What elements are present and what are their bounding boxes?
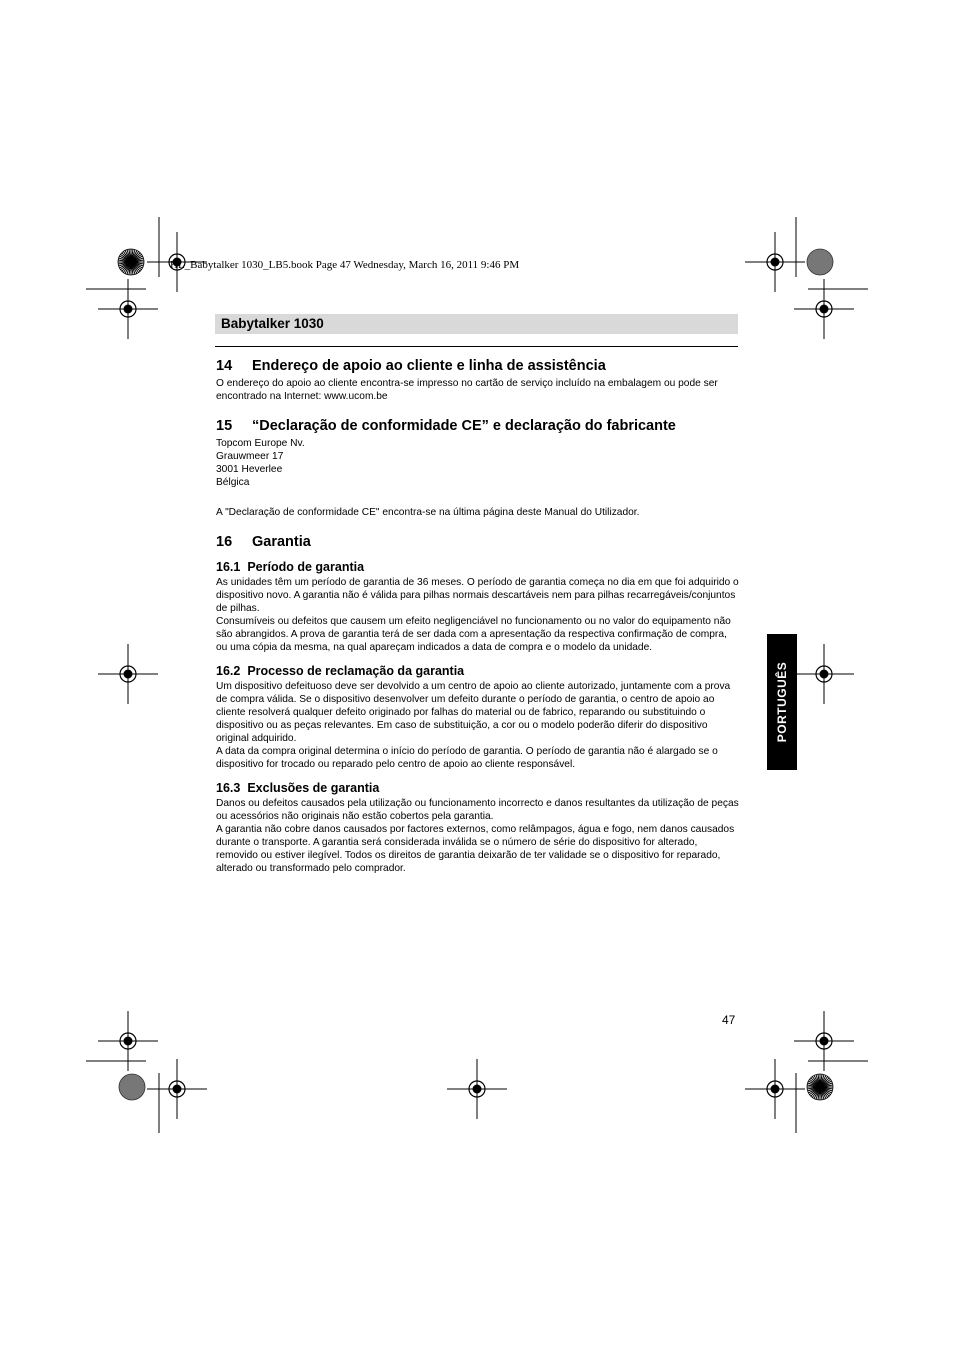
paragraph: Um dispositivo defeituoso deve ser devolvido a um centro de apoio ao cliente autorizado, juntamente com a prova de compra válida. Se o dispositivo desenvolver um defeito durante o período de garantia, o centro de apoio ao cliente resolverá qualquer defeito originado por falhas do material ou de fabrico, reparando ou substituindo o dispositivo ou as peças relevantes. Em caso de substituição, a cor ou o modelo poderão diferir do dispositivo original adquirido. xyxy=(216,681,731,744)
header-title: Babytalker 1030 xyxy=(221,316,324,331)
subsection-heading: 16.1 Período de garantia xyxy=(216,560,365,574)
language-tab xyxy=(767,634,797,770)
subsection-heading: 16.3 Exclusões de garantia xyxy=(216,781,380,795)
paragraph: A data da compra original determina o início do período de garantia. O período de garantia não é alargado se o dispositivo for trocado ou reparado pelo centro de apoio ao cliente responsável. xyxy=(216,746,718,770)
paragraph: As unidades têm um período de garantia de 36 meses. O período de garantia começa no dia em que foi adquirido o dispositivo novo. A garantia não é válida para pilhas normais descartáveis nem para pilhas recarregáveis/conjuntos de pilhas. xyxy=(216,577,739,614)
gray-density-mark xyxy=(807,249,833,275)
gray-density-mark xyxy=(119,1074,145,1100)
manufacturer-address: Topcom Europe Nv. Grauwmeer 17 3001 Heverlee Bélgica xyxy=(216,438,305,488)
section-body: O endereço do apoio ao cliente encontra-se impresso no cartão de serviço incluído na embalagem ou pode ser encontrado na Internet: www.ucom.be xyxy=(216,378,718,402)
header-rule xyxy=(215,346,738,347)
running-header xyxy=(215,314,738,334)
subsection-16-2 xyxy=(216,663,740,771)
paragraph: Danos ou defeitos causados pela utilização ou funcionamento incorrecto e danos resultantes da utilização de peças ou acessórios não originais não estão cobertos pela garantia. xyxy=(216,798,739,822)
print-info-line: HL_Babytalker 1030_LB5.book Page 47 Wednesday, March 16, 2011 9:46 PM xyxy=(170,259,520,271)
subsection-16-3 xyxy=(216,780,740,875)
section-heading: 15 “Declaração de conformidade CE” e declaração do fabricante xyxy=(216,418,676,434)
paragraph: Consumíveis ou defeitos que causem um efeito negligenciável no funcionamento ou no valor do equipamento não são abrangidos. A prova de garantia terá de ser dada com a apresentação da respectiva confirmação de compra, ou uma cópia da mesma, na qual apareçam indicados a data de compra e o modelo da unidade. xyxy=(216,616,731,653)
paragraph: A garantia não cobre danos causados por factores externos, como relâmpagos, água e fogo, nem danos causados durante o transporte. A garantia será considerada inválida se o número de série do dispositivo for alterado, removido ou estiver ilegível. Todos os direitos de garantia deixarão de ter validade se o dispositivo for reparado, alterado ou transformado pelo comprador. xyxy=(216,824,735,874)
section-body: A "Declaração de conformidade CE" encontra-se na última página deste Manual do Utilizador. xyxy=(216,507,640,518)
language-tab-label: PORTUGUÊS xyxy=(775,661,789,743)
section-heading: 14 Endereço de apoio ao cliente e linha de assistência xyxy=(216,358,606,374)
section-14 xyxy=(216,357,740,403)
subsection-16-1 xyxy=(216,559,740,654)
section-16 xyxy=(216,533,740,875)
section-15 xyxy=(216,417,740,519)
page-number: 47 xyxy=(722,1013,736,1027)
section-heading: 16 Garantia xyxy=(216,534,311,550)
main-content xyxy=(216,356,740,875)
subsection-heading: 16.2 Processo de reclamação da garantia xyxy=(216,664,465,678)
